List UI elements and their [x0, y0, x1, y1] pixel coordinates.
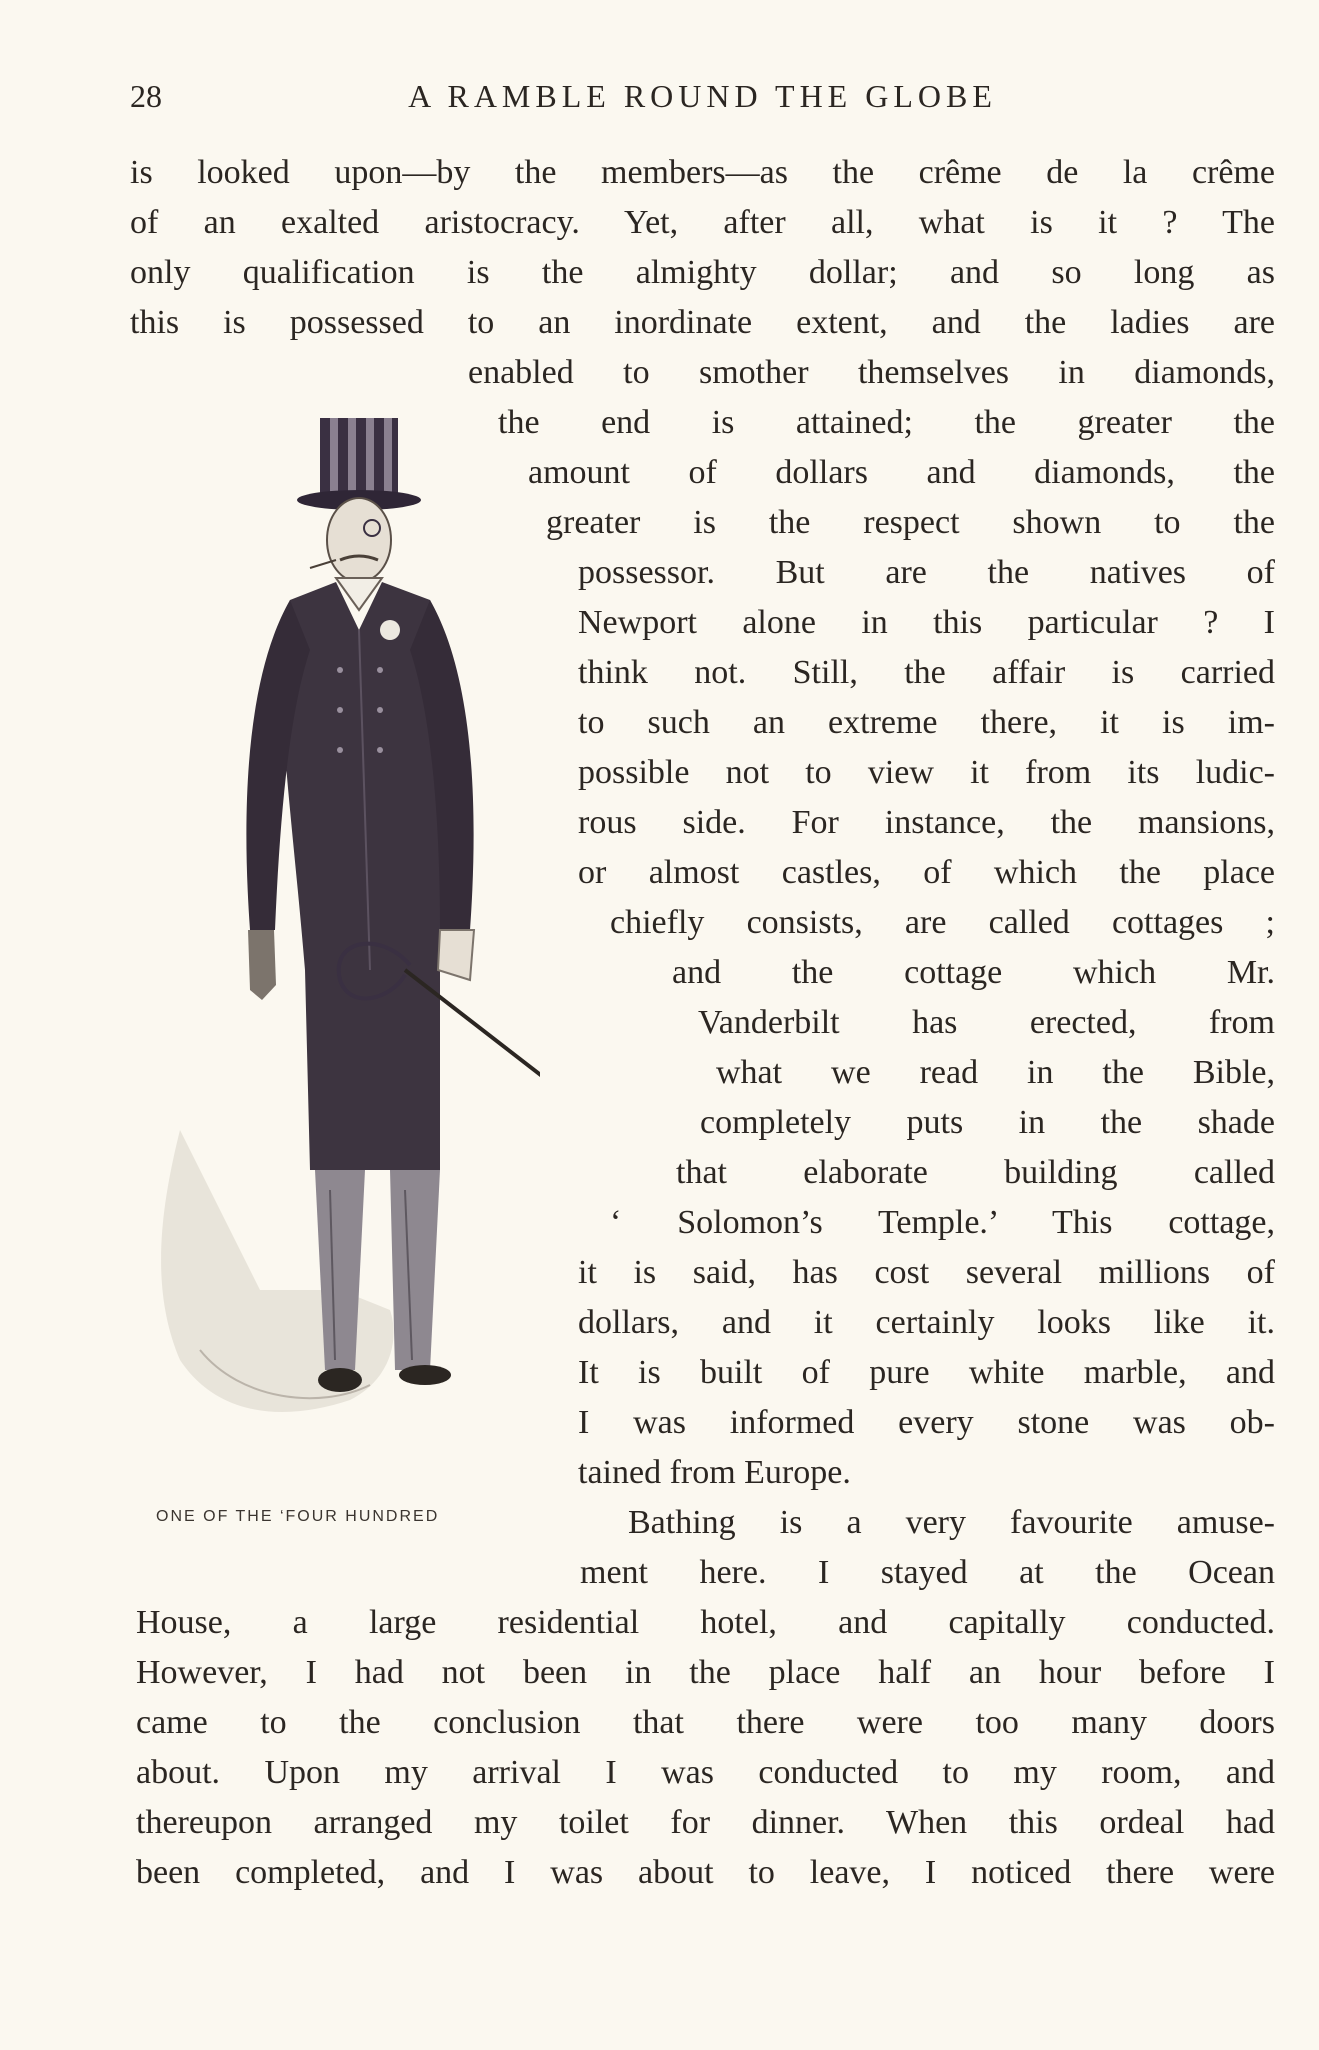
text-line: thereupon arranged my toilet for dinner. When this ordeal had — [136, 1804, 1275, 1841]
text-line: Bathing is a very favourite amuse- — [628, 1504, 1275, 1541]
gentleman-illustration-drawing — [140, 410, 540, 1490]
gentleman-illustration — [140, 410, 540, 1490]
text-line: Vanderbilt has erected, from — [698, 1004, 1275, 1041]
text-line: It is built of pure white marble, and — [578, 1354, 1275, 1391]
text-line: However, I had not been in the place half an hour before I — [136, 1654, 1275, 1691]
text-line: completely puts in the shade — [700, 1104, 1275, 1141]
text-line: I was informed every stone was ob- — [578, 1404, 1275, 1441]
text-line: amount of dollars and diamonds, the — [528, 454, 1275, 491]
text-line: the end is attained; the greater the — [498, 404, 1275, 441]
text-line: about. Upon my arrival I was conducted to my room, and — [136, 1754, 1275, 1791]
text-line: dollars, and it certainly looks like it. — [578, 1304, 1275, 1341]
text-line: and the cottage which Mr. — [672, 954, 1275, 991]
text-line: think not. Still, the affair is carried — [578, 654, 1275, 691]
text-line: House, a large residential hotel, and capitally conducted. — [136, 1604, 1275, 1641]
text-line: possible not to view it from its ludic- — [578, 754, 1275, 791]
text-line: only qualification is the almighty dollar; and so long as — [130, 254, 1275, 291]
figure-caption: ONE OF THE ‘FOUR HUNDRED — [156, 1508, 440, 1525]
text-line: that elaborate building called — [676, 1154, 1275, 1191]
text-line: possessor. But are the natives of — [578, 554, 1275, 591]
text-line: greater is the respect shown to the — [546, 504, 1275, 541]
text-line: ‘ Solomon’s Temple.’ This cottage, — [610, 1204, 1275, 1241]
text-line: it is said, has cost several millions of — [578, 1254, 1275, 1291]
page-number: 28 — [130, 78, 162, 114]
text-line: or almost castles, of which the place — [578, 854, 1275, 891]
text-line: this is possessed to an inordinate extent, and the ladies are — [130, 304, 1275, 341]
text-line: tained from Europe. — [578, 1454, 851, 1491]
text-line: came to the conclusion that there were too many doors — [136, 1704, 1275, 1741]
text-line: is looked upon—by the members—as the crême de la crême — [130, 154, 1275, 191]
text-line: enabled to smother themselves in diamonds, — [468, 354, 1275, 391]
text-line: of an exalted aristocracy. Yet, after all, what is it ? The — [130, 204, 1275, 241]
text-line: rous side. For instance, the mansions, — [578, 804, 1275, 841]
running-title: A RAMBLE ROUND THE GLOBE — [408, 78, 997, 114]
running-head — [130, 78, 1275, 122]
text-line: Newport alone in this particular ? I — [578, 604, 1275, 641]
text-line: to such an extreme there, it is im- — [578, 704, 1275, 741]
text-line: what we read in the Bible, — [716, 1054, 1275, 1091]
text-line: been completed, and I was about to leave, I noticed there were — [136, 1854, 1275, 1891]
text-line: ment here. I stayed at the Ocean — [580, 1554, 1275, 1591]
text-line: chiefly consists, are called cottages ; — [610, 904, 1275, 941]
